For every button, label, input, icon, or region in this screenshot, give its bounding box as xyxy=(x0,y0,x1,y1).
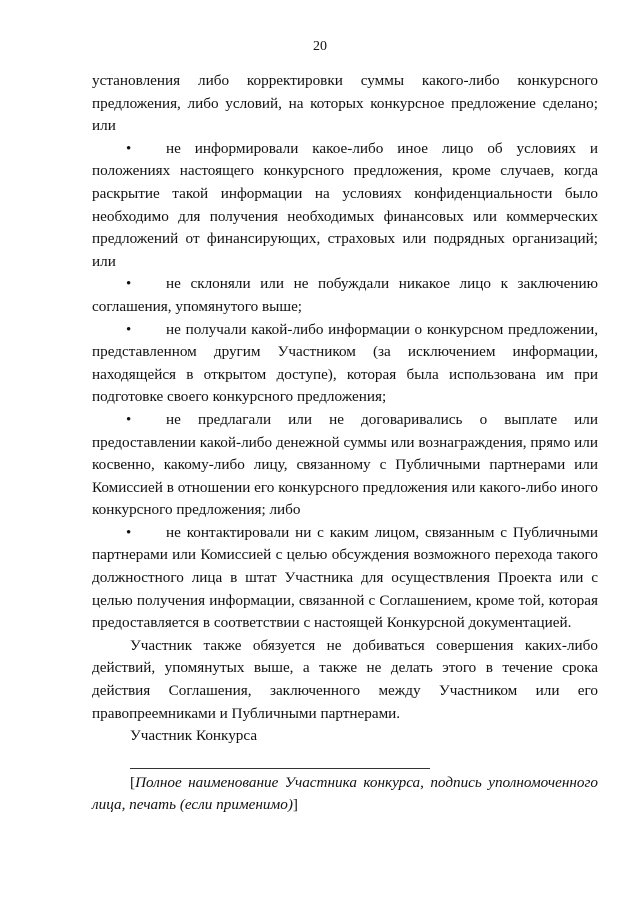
signature-line xyxy=(130,768,430,769)
bullet-item xyxy=(92,273,598,318)
bullet-icon: • xyxy=(126,411,132,428)
intro-paragraph: установления либо корректировки суммы какого-либо конкурсного предложения, либо условий, на которых конкурсное предложение сделано; или xyxy=(92,72,598,135)
bullet-item xyxy=(92,522,598,635)
bullet-item xyxy=(92,319,598,409)
caption-close-bracket: ] xyxy=(292,796,298,814)
bullet-text: не предлагали или не договаривались о выплате или предоставлении какой-либо денежной суммы или вознаграждения, прямо или косвенно, какому-либо лицу, связанному с Публичными партнерами или Комиссией в отношении его конкурсного предложения или какого-либо иного конкурсного предложения; либо xyxy=(92,410,598,519)
bullet-icon: • xyxy=(126,276,132,293)
signatory-label: Участник Конкурса xyxy=(130,727,258,745)
page-number: 20 xyxy=(313,39,327,54)
bullet-text: не получали какой-либо информации о конкурсном предложении, представленном другим Участником (за исключением информации, находящейся в открытом доступе), которая была использована им при подготовке своего конкурсного предложения; xyxy=(92,320,598,406)
caption-text: Полное наименование Участника конкурса, подпись уполномоченного лица, печать (если применимо) xyxy=(92,773,598,814)
bullet-text: не контактировали ни с каким лицом, связанным с Публичными партнерами или Комиссией с целью обсуждения возможного перехода такого должностного лица в штат Участника для осуществления Проекта или с целью получения информации, связанной с Соглашением, кроме той, которая предоставляется в соответствии с настоящей Конкурсной документацией. xyxy=(92,523,598,632)
caption-open-bracket: [ xyxy=(130,773,136,791)
signature-caption xyxy=(92,772,598,817)
bullet-item xyxy=(92,409,598,522)
bullet-icon: • xyxy=(126,321,132,338)
bullet-text: не склоняли или не побуждали никакое лицо к заключению соглашения, упомянутого выше; xyxy=(92,275,598,315)
bullet-icon: • xyxy=(126,140,132,157)
bullet-text: не информировали какое-либо иное лицо об условиях и положениях настоящего конкурсного предложения, кроме случаев, когда раскрытие такой информации на условиях конфиденциальности было необходимо для получения необходимых финансовых или коммерческих предложений от финансирующих, страховых или подрядных организаций; или xyxy=(92,139,598,270)
bullet-icon: • xyxy=(126,524,132,541)
bullet-item xyxy=(92,138,598,274)
document-body xyxy=(92,70,598,817)
commitment-paragraph: Участник также обязуется не добиваться совершения каких-либо действий, упомянутых выше, а также не делать этого в течение срока действия Соглашения, заключенного между Участником или его правопреемниками и Публичными партнерами. xyxy=(92,636,598,722)
